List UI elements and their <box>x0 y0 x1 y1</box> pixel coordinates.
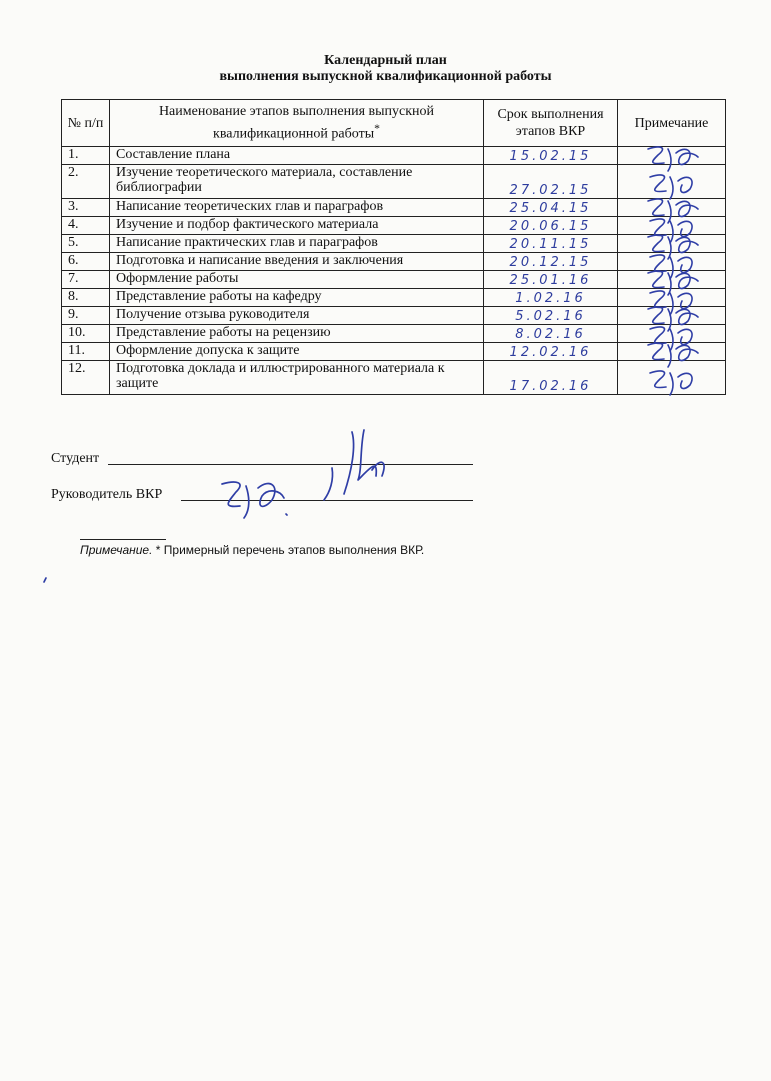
stray-mark <box>44 578 46 582</box>
handwritten-date: 12.02.16 <box>509 345 592 360</box>
initials-signature <box>618 361 718 395</box>
footnote-rule <box>80 539 166 540</box>
handwritten-date: 25.04.15 <box>509 201 592 216</box>
row-number: 2. <box>62 165 110 199</box>
title-line-1: Календарный план <box>324 53 447 68</box>
stage-name: Изучение теоретического материала, составление библиографии <box>110 165 484 199</box>
stage-note <box>618 307 726 325</box>
stage-name: Подготовка доклада и иллюстрированного материала к защите <box>110 361 484 395</box>
stage-name: Представление работы на рецензию <box>110 325 484 343</box>
supervisor-label: Руководитель ВКР <box>51 487 163 502</box>
handwritten-date: 8.02.16 <box>515 327 586 342</box>
table-row <box>62 361 726 395</box>
stage-deadline <box>484 361 618 395</box>
row-number: 5. <box>62 235 110 253</box>
row-number: 10. <box>62 325 110 343</box>
stage-name: Подготовка и написание введения и заключения <box>110 253 484 271</box>
footnote-text: * Примерный перечень этапов выполнения ВКР. <box>152 543 425 557</box>
stage-deadline <box>484 217 618 235</box>
stage-name: Составление плана <box>110 147 484 165</box>
handwritten-date: 20.11.15 <box>509 237 592 252</box>
row-number: 12. <box>62 361 110 395</box>
student-label: Студент <box>51 451 100 466</box>
handwritten-date: 1.02.16 <box>515 291 586 306</box>
stage-name: Написание практических глав и параграфов <box>110 235 484 253</box>
stage-deadline <box>484 165 618 199</box>
handwritten-date: 20.06.15 <box>509 219 592 234</box>
row-number: 8. <box>62 289 110 307</box>
stage-deadline <box>484 289 618 307</box>
stage-note <box>618 235 726 253</box>
stage-deadline <box>484 307 618 325</box>
calendar-plan-table <box>61 99 726 395</box>
stage-note <box>618 199 726 217</box>
table-row <box>62 343 726 361</box>
row-number: 9. <box>62 307 110 325</box>
row-number: 1. <box>62 147 110 165</box>
stage-note <box>618 343 726 361</box>
row-number: 6. <box>62 253 110 271</box>
stage-name: Оформление допуска к защите <box>110 343 484 361</box>
stage-deadline <box>484 199 618 217</box>
table-row <box>62 199 726 217</box>
stage-deadline <box>484 325 618 343</box>
handwritten-date: 25.01.16 <box>509 273 592 288</box>
handwritten-date: 5.02.16 <box>515 309 586 324</box>
stage-note <box>618 271 726 289</box>
stage-name: Представление работы на кафедру <box>110 289 484 307</box>
title-line-2: выполнения выпускной квалификационной работы <box>219 69 552 84</box>
handwritten-date: 15.02.15 <box>509 149 592 164</box>
handwritten-date: 20.12.15 <box>509 255 592 270</box>
table-row <box>62 235 726 253</box>
stage-name: Получение отзыва руководителя <box>110 307 484 325</box>
stage-note <box>618 147 726 165</box>
header-name-mark: * <box>374 122 380 136</box>
table-body <box>62 147 726 395</box>
row-number: 7. <box>62 271 110 289</box>
student-signature <box>324 430 384 500</box>
table-row <box>62 325 726 343</box>
stage-note <box>618 253 726 271</box>
header-num: № п/п <box>62 100 110 147</box>
header-name-text: Наименование этапов выполнения выпускной квалификационной работы <box>158 104 435 142</box>
table-row <box>62 289 726 307</box>
stage-deadline <box>484 343 618 361</box>
stage-note <box>618 361 726 395</box>
handwritten-date: 27.02.15 <box>509 183 592 198</box>
stage-name: Написание теоретических глав и параграфов <box>110 199 484 217</box>
stage-deadline <box>484 235 618 253</box>
stage-deadline <box>484 147 618 165</box>
row-number: 4. <box>62 217 110 235</box>
table-row <box>62 271 726 289</box>
header-note: Примечание <box>618 100 726 147</box>
stage-note <box>618 289 726 307</box>
supervisor-signature-line <box>181 500 473 501</box>
table-row <box>62 165 726 199</box>
stage-deadline <box>484 253 618 271</box>
student-signature-line <box>108 464 473 465</box>
row-number: 11. <box>62 343 110 361</box>
stage-name: Изучение и подбор фактического материала <box>110 217 484 235</box>
handwritten-date: 17.02.16 <box>509 379 592 394</box>
stage-note <box>618 217 726 235</box>
table-row <box>62 217 726 235</box>
header-name <box>110 100 484 147</box>
stage-name: Оформление работы <box>110 271 484 289</box>
footnote <box>80 543 424 557</box>
table-header-row <box>62 100 726 147</box>
stage-note <box>618 165 726 199</box>
row-number: 3. <box>62 199 110 217</box>
footnote-label: Примечание. <box>80 543 153 557</box>
stage-deadline <box>484 271 618 289</box>
table-row <box>62 147 726 165</box>
stage-note <box>618 325 726 343</box>
table-row <box>62 307 726 325</box>
initials-signature <box>618 165 718 199</box>
table-row <box>62 253 726 271</box>
header-deadline: Срок выполнения этапов ВКР <box>484 100 618 147</box>
